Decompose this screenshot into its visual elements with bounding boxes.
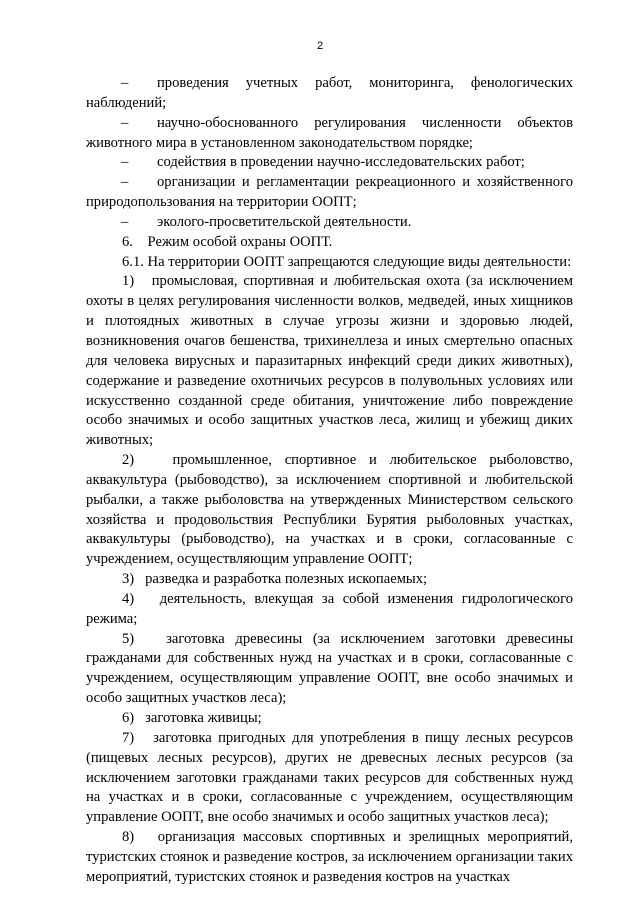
document-body [86,74,573,888]
paragraph: 6.1. На территории ООПТ запрещаются следующие виды деятельности: [122,253,572,270]
list-dash: – [121,75,129,91]
list-dash: – [121,154,129,171]
paragraph: 7) заготовка пригодных для употребления в пищу лесных ресурсов (пищевых лесных ресурсов), других не древесных лесных ресурсов (за исключением заготовки гражданами таких ресурсов для собственных нужд на участках и в сроки, согласованные с учреждением, осуществляющим управление ООПТ, вне особо значимых и особо защитных участков леса); [86,729,573,826]
list-item [86,153,573,173]
list-item-text: научно-обоснованного регулирования численности объектов животного мира в установленном законодательством порядке; [86,114,573,151]
list-dash: – [121,213,129,230]
list-item [86,173,573,213]
list-item-text: проведения учетных работ, мониторинга, фенологических наблюдений; [86,75,573,111]
paragraph: 6. Режим особой охраны ООПТ. [122,233,333,250]
paragraph: 3) разведка и разработка полезных ископаемых; [122,571,428,588]
paragraph: 5) заготовка древесины (за исключением заготовки древесины гражданами для собственных нужд на участках и в сроки, согласованные с учреждением, осуществляющим управление ООПТ, вне особо значимых и особо защитных участков леса); [86,630,573,707]
paragraph: 1) промысловая, спортивная и любительская охота (за исключением охоты в целях регулирования численности волков, медведей, иных хищников и плотоядных животных в случае угрозы жизни и здоровью людей, возникновения очагов бешенства, трихинеллеза и иных смертельно опасных для человека вирусных и паразитарных инфекций среди диких животных), содержание и разведение охотничьих ресурсов в полувольных условиях или искусственно созданной среде обитания, уничтожение либо повреждение особо значимых и особо защитных участков леса, жилищ и убежищ диких животных; [86,273,573,449]
paragraph: 6) заготовка живицы; [122,710,262,726]
list-item-text: содействия в проведении научно-исследовательских работ; [157,154,525,171]
list-item-text: эколого-просветительской деятельности. [157,213,412,230]
list-item [86,213,573,233]
list-dash: – [121,114,129,131]
list-item-text: организации и регламентации рекреационного и хозяйственного природопользования на территории ООПТ; [86,174,573,211]
paragraph: 8) организация массовых спортивных и зрелищных мероприятий, туристских стоянок и разведение костров, за исключением организации таких мероприятий, туристских стоянок и разведения костров на участках [86,829,573,885]
paragraph: 2) промышленное, спортивное и любительское рыболовство, аквакультура (рыбоводство), за исключением спортивной и любительской рыбалки, а также рыболовства на утвержденных Министерством сельского хозяйства и продовольствия Республики Бурятия рыболовных участках, аквакультуры (рыбоводство), на участках и в сроки, согласованные с учреждением, осуществляющим управление ООПТ; [86,452,573,568]
list-item [86,114,573,154]
list-dash: – [121,174,129,191]
paragraph: 4) деятельность, влекущая за собой изменения гидрологического режима; [86,590,573,627]
page-number: 2 [316,40,324,52]
list-item [86,74,573,114]
